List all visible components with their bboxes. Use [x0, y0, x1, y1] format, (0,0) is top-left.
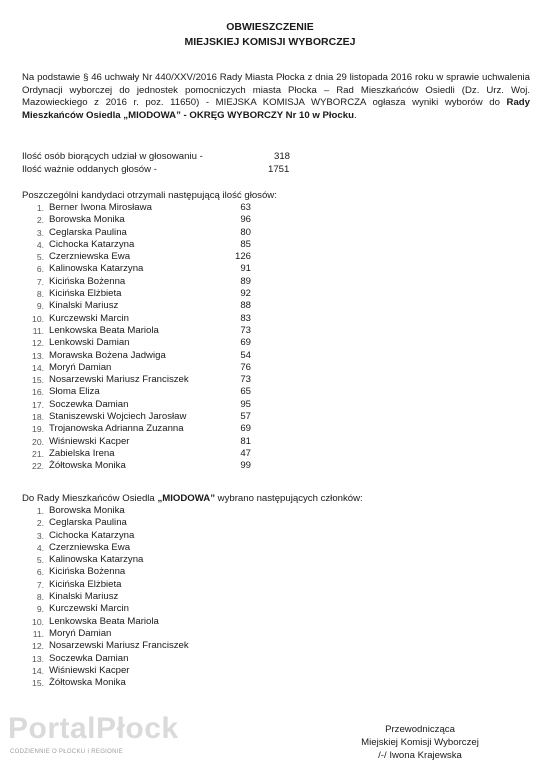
candidate-name: Kicińska Elżbieta	[49, 288, 122, 300]
candidate-votes: 126	[234, 251, 251, 263]
candidate-name: Lenkowska Beata Mariola	[49, 324, 159, 336]
signature-block	[320, 723, 520, 762]
candidate-name: Morawska Bożena Jadwiga	[49, 349, 166, 361]
intro-paragraph	[22, 72, 530, 122]
candidate-votes: 73	[240, 374, 251, 386]
candidate-name: Wiśniewski Kacper	[49, 435, 130, 447]
candidates-heading: Poszczególni kandydaci otrzymali następującą ilość głosów:	[22, 190, 277, 201]
elected-heading-post: wybrano następujących członków:	[215, 493, 363, 504]
candidate-number: 8.	[36, 289, 44, 300]
candidate-name: Kurczewski Marcin	[49, 312, 129, 324]
candidate-name: Kalinowska Katarzyna	[49, 263, 144, 275]
signature-role: Przewodnicząca	[385, 724, 455, 735]
candidate-number: 13.	[32, 350, 44, 361]
candidate-votes: 76	[240, 361, 251, 373]
intro-bold-text: Rady Mieszkańców Osiedla „MIODOWA” - OKRĘG WYBORCZY Nr 10 w Płocku	[22, 97, 530, 121]
elected-heading-pre: Do Rady Mieszkańców Osiedla	[22, 493, 158, 504]
candidate-number: 14.	[32, 362, 44, 373]
candidate-number: 1.	[36, 203, 44, 213]
candidate-name: Słoma Eliza	[49, 386, 100, 398]
candidate-name: Nosarzewski Mariusz Franciszek	[49, 374, 189, 386]
candidate-number: 10.	[32, 313, 44, 324]
candidate-votes: 63	[240, 202, 251, 213]
candidate-name: Borowska Monika	[49, 214, 125, 226]
candidate-number: 5.	[36, 252, 44, 263]
elected-number: 8.	[36, 592, 44, 603]
elected-name: Kicińska Bożenna	[49, 566, 126, 578]
elected-name: Kurczewski Marcin	[49, 603, 129, 615]
candidate-votes: 89	[240, 275, 251, 287]
candidate-name: Czerzniewska Ewa	[49, 251, 131, 263]
candidate-number: 6.	[36, 264, 44, 275]
elected-number: 1.	[36, 506, 44, 516]
candidate-name: Staniszewski Wojciech Jarosław	[49, 411, 187, 423]
candidate-name: Żółtowska Monika	[49, 460, 126, 472]
logo-tagline: CODZIENNIE O PŁOCKU I REGIONIE	[10, 749, 124, 755]
portal-plock-logo	[8, 712, 186, 764]
candidate-number: 9.	[36, 301, 44, 312]
candidate-number: 11.	[32, 325, 44, 336]
elected-name: Kicińska Elżbieta	[49, 578, 122, 590]
elected-number: 14.	[32, 665, 44, 676]
elected-name: Czerzniewska Ewa	[49, 541, 131, 553]
elected-heading-bold: „MIODOWA”	[157, 493, 215, 504]
elected-number: 13.	[32, 653, 44, 664]
candidate-votes: 80	[240, 226, 251, 238]
candidate-votes: 65	[240, 386, 251, 398]
elected-number: 4.	[36, 542, 44, 553]
candidate-name: Moryń Damian	[49, 361, 112, 373]
candidate-votes: 96	[240, 214, 251, 226]
elected-name: Soczewka Damian	[49, 652, 129, 664]
candidate-votes: 92	[240, 288, 251, 300]
candidate-number: 21.	[32, 448, 44, 459]
stat-value: 1751	[268, 164, 290, 175]
elected-number: 5.	[36, 555, 44, 566]
elected-name: Borowska Monika	[49, 505, 125, 516]
elected-number: 2.	[36, 518, 44, 529]
candidate-votes: 85	[240, 238, 251, 250]
elected-name: Kalinowska Katarzyna	[49, 554, 144, 566]
candidate-votes: 54	[240, 349, 251, 361]
elected-number: 9.	[36, 604, 44, 615]
candidate-votes: 99	[240, 460, 251, 472]
candidate-votes: 81	[240, 435, 251, 447]
candidate-name: Zabielska Irena	[49, 447, 115, 459]
elected-name: Wiśniewski Kacper	[49, 664, 130, 676]
elected-name: Moryń Damian	[49, 627, 112, 639]
candidate-name: Ceglarska Paulina	[49, 226, 127, 238]
stat-label: Ilość osób biorących udział w głosowaniu -	[22, 151, 203, 162]
candidate-number: 22.	[32, 461, 44, 472]
candidate-name: Kicińska Bożenna	[49, 275, 126, 287]
candidate-votes: 47	[240, 447, 251, 459]
elected-heading	[22, 493, 363, 504]
candidate-name: Trojanowska Adrianna Zuzanna	[49, 423, 184, 435]
document-subtitle: MIEJSKIEJ KOMISJI WYBORCZEJ	[184, 36, 356, 48]
candidate-votes: 88	[240, 300, 251, 312]
candidate-votes: 69	[240, 337, 251, 349]
intro-end: .	[353, 109, 357, 121]
candidate-votes: 57	[240, 411, 251, 423]
elected-name: Żółtowska Monika	[49, 677, 126, 689]
candidate-number: 18.	[32, 412, 44, 423]
candidate-name: Lenkowski Damian	[49, 337, 130, 349]
candidate-number: 4.	[36, 239, 44, 250]
candidate-number: 3.	[36, 227, 44, 238]
elected-number: 11.	[32, 628, 44, 639]
candidate-number: 2.	[36, 215, 44, 226]
candidate-number: 15.	[32, 375, 44, 386]
elected-number: 10.	[32, 616, 44, 627]
candidate-number: 16.	[32, 387, 44, 398]
signature-name: /-/ Iwona Krajewska	[378, 750, 462, 761]
candidate-name: Berner Iwona Mirosława	[49, 202, 152, 213]
stat-value: 318	[274, 151, 291, 162]
candidate-votes: 73	[240, 324, 251, 336]
candidate-number: 7.	[36, 276, 44, 287]
stat-label: Ilość ważnie oddanych głosów -	[22, 164, 157, 175]
elected-name: Nosarzewski Mariusz Franciszek	[49, 640, 189, 652]
candidate-votes: 69	[240, 423, 251, 435]
signature-body: Miejskiej Komisji Wyborczej	[361, 737, 479, 748]
elected-number: 15.	[32, 678, 44, 689]
candidate-votes: 95	[240, 398, 251, 410]
candidate-votes: 83	[240, 312, 251, 324]
elected-name: Lenkowska Beata Mariola	[49, 615, 159, 627]
elected-name: Kinalski Mariusz	[49, 591, 119, 603]
elected-number: 7.	[36, 579, 44, 590]
intro-text: Na podstawie § 46 uchwały Nr 440/XXV/2016 Rady Miasta Płocka z dnia 29 listopada 2016 roku w sprawie uchwalenia Ordynacji wyborczej do jednostek pomocniczych miasta Płocka – Rad Mieszkańców Osiedli (Dz. Urz. Woj. Mazowieckiego z 2016 r. poz. 11650) - MIEJSKA KOMISJA WYBORCZA ogłasza wyniki wyborów do	[22, 72, 530, 108]
candidate-name: Cichocka Katarzyna	[49, 238, 135, 250]
candidate-number: 17.	[32, 399, 44, 410]
candidate-number: 12.	[32, 338, 44, 349]
candidate-votes: 91	[240, 263, 251, 275]
candidate-number: 20.	[32, 436, 44, 447]
elected-number: 12.	[32, 641, 44, 652]
candidate-name: Soczewka Damian	[49, 398, 129, 410]
candidate-name: Kinalski Mariusz	[49, 300, 119, 312]
elected-number: 3.	[36, 530, 44, 541]
elected-number: 6.	[36, 567, 44, 578]
document-title: OBWIESZCZENIE	[226, 21, 314, 33]
logo-text: PortalPłock	[8, 712, 179, 745]
elected-name: Cichocka Katarzyna	[49, 529, 135, 541]
elected-name: Ceglarska Paulina	[49, 517, 127, 529]
candidate-number: 19.	[32, 424, 44, 435]
